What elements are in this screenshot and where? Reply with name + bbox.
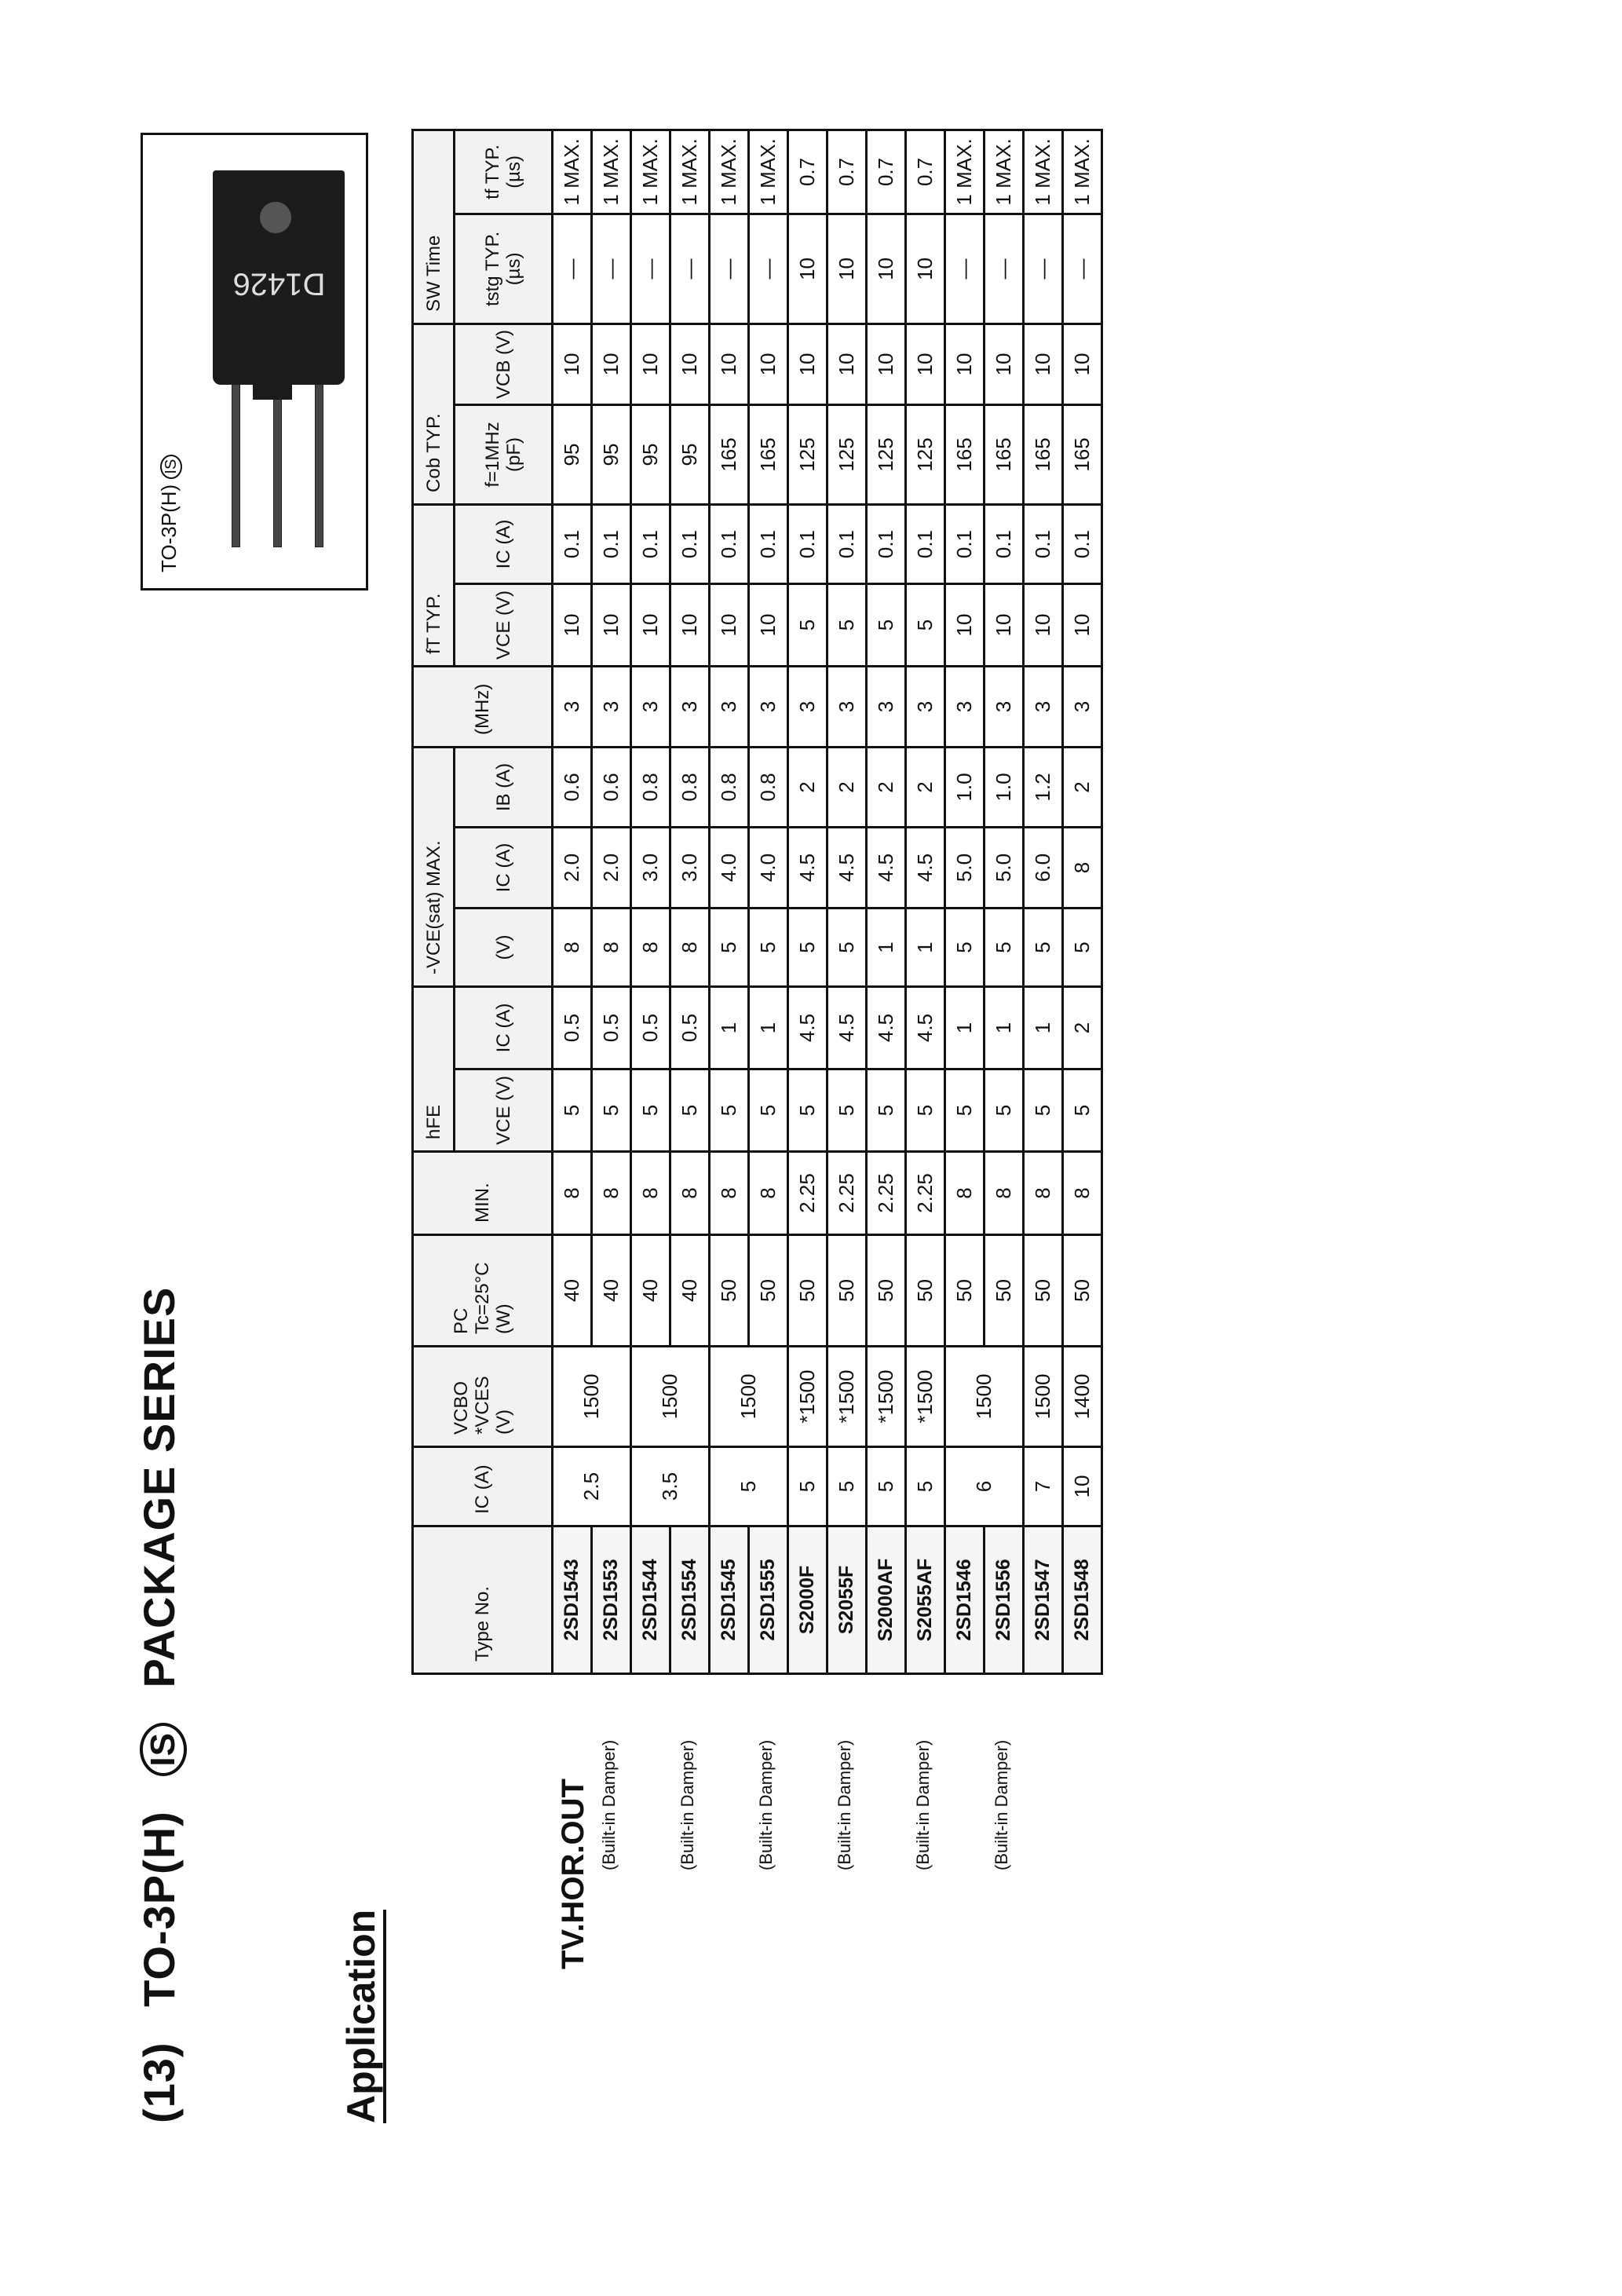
- cell-hfe-vce: 5: [945, 1069, 985, 1152]
- cell-sat-ic: 4.5: [906, 827, 945, 908]
- cell-ft-mhz: 3: [749, 666, 788, 747]
- cell-sat-v: 8: [670, 908, 710, 986]
- cell-cob-pf: 165: [710, 404, 749, 504]
- cell-ft-vce: 10: [631, 583, 670, 666]
- cell-cob-pf: 125: [788, 404, 827, 504]
- cell-ic: 6: [945, 1447, 1024, 1526]
- cell-cob-pf: 125: [827, 404, 867, 504]
- cell-cob-vcb: 10: [592, 324, 631, 404]
- group-vce-sat: -VCE(sat) MAX.: [413, 747, 455, 986]
- cell-tstg: —: [945, 214, 985, 324]
- damper-note: (Built-in Damper): [678, 1739, 697, 1870]
- cell-pc: 40: [553, 1235, 592, 1347]
- cell-tf: 1 MAX.: [1063, 130, 1102, 214]
- header-hfe-ic: IC (A): [455, 986, 553, 1069]
- cell-ic: 5: [827, 1447, 867, 1526]
- table-row: [1063, 130, 1102, 1673]
- header-cob-vcb: VCB (V): [455, 324, 553, 404]
- section-number: (13): [134, 2042, 184, 2123]
- is-badge: IS: [140, 1723, 187, 1776]
- cell-sat-ic: 8: [1063, 827, 1102, 908]
- cell-tstg: —: [749, 214, 788, 324]
- application-category: TV.HOR.OUT: [556, 1779, 590, 1969]
- cell-sat-ib: 0.6: [553, 747, 592, 827]
- cell-tf: 1 MAX.: [945, 130, 985, 214]
- cell-ft-ic: 0.1: [710, 504, 749, 583]
- damper-note: (Built-in Damper): [913, 1739, 933, 1870]
- cell-sat-ic: 4.5: [827, 827, 867, 908]
- cell-ft-mhz: 3: [670, 666, 710, 747]
- cell-ft-vce: 10: [749, 583, 788, 666]
- cell-hfe-vce: 5: [788, 1069, 827, 1152]
- cell-pc: 50: [749, 1235, 788, 1347]
- cell-cob-vcb: 10: [631, 324, 670, 404]
- cell-cob-vcb: 10: [553, 324, 592, 404]
- package-photo-box: [141, 133, 368, 590]
- table-row: [710, 130, 749, 1673]
- cell-sat-ib: 0.8: [631, 747, 670, 827]
- cell-cob-vcb: 10: [788, 324, 827, 404]
- cell-cob-vcb: 10: [906, 324, 945, 404]
- cell-vcbo: 1400: [1063, 1347, 1102, 1447]
- cell-tf: 0.7: [906, 130, 945, 214]
- cell-hfe-ic: 0.5: [631, 986, 670, 1069]
- cell-vcbo: *1500: [906, 1347, 945, 1447]
- cell-sat-v: 5: [827, 908, 867, 986]
- cell-sat-v: 8: [631, 908, 670, 986]
- cell-tstg: —: [710, 214, 749, 324]
- cell-hfe-ic: 1: [945, 986, 985, 1069]
- cell-hfe-min: 8: [670, 1152, 710, 1235]
- cell-sat-v: 1: [906, 908, 945, 986]
- header-tf: tf TYP. (µs): [455, 130, 553, 214]
- cell-ft-vce: 5: [827, 583, 867, 666]
- table-row: [906, 130, 945, 1673]
- cell-tf: 1 MAX.: [553, 130, 592, 214]
- cell-tf: 1 MAX.: [1024, 130, 1063, 214]
- cell-tstg: —: [631, 214, 670, 324]
- cell-sat-v: 5: [1063, 908, 1102, 986]
- cell-ic: 7: [1024, 1447, 1063, 1526]
- cell-cob-vcb: 10: [1063, 324, 1102, 404]
- caption-package: TO-3P(H): [157, 484, 181, 572]
- cell-type: 2SD1543: [553, 1526, 592, 1674]
- cell-ic: 5: [788, 1447, 827, 1526]
- header-ft-mhz: (MHz): [413, 666, 553, 747]
- cell-sat-v: 8: [553, 908, 592, 986]
- header-pc: PC Tc=25°C (W): [413, 1235, 553, 1347]
- cell-type: 2SD1546: [945, 1526, 985, 1674]
- cell-sat-ib: 1.0: [985, 747, 1024, 827]
- cell-vcbo: *1500: [867, 1347, 906, 1447]
- cell-ft-vce: 5: [867, 583, 906, 666]
- cell-sat-ic: 5.0: [985, 827, 1024, 908]
- cell-pc: 40: [670, 1235, 710, 1347]
- table-row: [945, 130, 985, 1673]
- cell-sat-ic: 5.0: [945, 827, 985, 908]
- cell-hfe-min: 8: [1024, 1152, 1063, 1235]
- cell-ic: 5: [710, 1447, 788, 1526]
- cell-ft-mhz: 3: [631, 666, 670, 747]
- damper-note: (Built-in Damper): [756, 1739, 776, 1870]
- cell-sat-ib: 0.8: [749, 747, 788, 827]
- cell-vcbo: *1500: [827, 1347, 867, 1447]
- cell-type: 2SD1547: [1024, 1526, 1063, 1674]
- cell-ft-mhz: 3: [553, 666, 592, 747]
- cell-tf: 1 MAX.: [749, 130, 788, 214]
- table-row: [1024, 130, 1063, 1673]
- cell-sat-ib: 2: [827, 747, 867, 827]
- cell-ft-vce: 10: [592, 583, 631, 666]
- cell-ft-ic: 0.1: [827, 504, 867, 583]
- cell-sat-v: 5: [788, 908, 827, 986]
- cell-ft-ic: 0.1: [631, 504, 670, 583]
- cell-sat-ib: 0.8: [710, 747, 749, 827]
- cell-tstg: 10: [827, 214, 867, 324]
- transistor-lead-icon: [315, 381, 323, 547]
- cell-ft-ic: 0.1: [788, 504, 827, 583]
- cell-sat-ic: 3.0: [631, 827, 670, 908]
- cell-type: 2SD1555: [749, 1526, 788, 1674]
- cell-vcbo: 1500: [1024, 1347, 1063, 1447]
- cell-ft-ic: 0.1: [1063, 504, 1102, 583]
- cell-cob-vcb: 10: [985, 324, 1024, 404]
- cell-type: S2000AF: [867, 1526, 906, 1674]
- cell-sat-ic: 2.0: [592, 827, 631, 908]
- cell-tstg: —: [553, 214, 592, 324]
- cell-hfe-min: 8: [710, 1152, 749, 1235]
- header-ft-vce: VCE (V): [455, 583, 553, 666]
- cell-cob-pf: 165: [985, 404, 1024, 504]
- cell-ft-vce: 10: [553, 583, 592, 666]
- cell-hfe-ic: 0.5: [553, 986, 592, 1069]
- cell-ft-ic: 0.1: [867, 504, 906, 583]
- cell-cob-pf: 95: [631, 404, 670, 504]
- cell-tstg: —: [1024, 214, 1063, 324]
- header-ic: IC (A): [413, 1447, 553, 1526]
- cell-hfe-vce: 5: [592, 1069, 631, 1152]
- cell-hfe-vce: 5: [1024, 1069, 1063, 1152]
- cell-tstg: —: [985, 214, 1024, 324]
- cell-sat-ib: 2: [867, 747, 906, 827]
- cell-sat-ib: 2: [906, 747, 945, 827]
- cell-hfe-ic: 1: [749, 986, 788, 1069]
- group-hfe: hFE: [413, 986, 455, 1151]
- cell-hfe-vce: 5: [985, 1069, 1024, 1152]
- cell-cob-pf: 95: [553, 404, 592, 504]
- table-row: [631, 130, 670, 1673]
- cell-cob-pf: 125: [906, 404, 945, 504]
- cell-vcbo: *1500: [788, 1347, 827, 1447]
- cell-sat-v: 5: [985, 908, 1024, 986]
- table-row: [553, 130, 592, 1673]
- damper-note: (Built-in Damper): [992, 1739, 1011, 1870]
- cell-pc: 50: [710, 1235, 749, 1347]
- cell-tf: 0.7: [867, 130, 906, 214]
- cell-tstg: —: [670, 214, 710, 324]
- cell-ic: 3.5: [631, 1447, 710, 1526]
- table-row: [867, 130, 906, 1673]
- header-ft-ic: IC (A): [455, 504, 553, 583]
- cell-hfe-ic: 0.5: [670, 986, 710, 1069]
- cell-sat-v: 8: [592, 908, 631, 986]
- cell-hfe-ic: 1: [1024, 986, 1063, 1069]
- cell-ft-mhz: 3: [592, 666, 631, 747]
- cell-ft-mhz: 3: [985, 666, 1024, 747]
- cell-ft-mhz: 3: [1024, 666, 1063, 747]
- cell-vcbo: 1500: [631, 1347, 710, 1447]
- cell-vcbo: 1500: [710, 1347, 788, 1447]
- group-ft: fT TYP.: [413, 504, 455, 666]
- cell-tf: 0.7: [827, 130, 867, 214]
- transistor-body-icon: [213, 170, 345, 385]
- mounting-hole-icon: [260, 202, 291, 233]
- cell-sat-ic: 3.0: [670, 827, 710, 908]
- cell-cob-vcb: 10: [867, 324, 906, 404]
- cell-pc: 40: [592, 1235, 631, 1347]
- header-tstg: tstg TYP. (µs): [455, 214, 553, 324]
- cell-ft-vce: 10: [945, 583, 985, 666]
- cell-sat-ic: 6.0: [1024, 827, 1063, 908]
- cell-hfe-min: 2.25: [906, 1152, 945, 1235]
- cell-ft-vce: 5: [906, 583, 945, 666]
- page-title: [133, 1265, 187, 2123]
- cell-ft-ic: 0.1: [945, 504, 985, 583]
- header-sat-ib: IB (A): [455, 747, 553, 827]
- cell-tf: 1 MAX.: [631, 130, 670, 214]
- cell-hfe-ic: 4.5: [827, 986, 867, 1069]
- cell-cob-vcb: 10: [827, 324, 867, 404]
- cell-pc: 50: [945, 1235, 985, 1347]
- package-name: TO-3P(H): [134, 1811, 184, 2007]
- cell-hfe-min: 8: [1063, 1152, 1102, 1235]
- header-cob-pf: f=1MHz (pF): [455, 404, 553, 504]
- cell-type: 2SD1544: [631, 1526, 670, 1674]
- cell-pc: 50: [1024, 1235, 1063, 1347]
- cell-vcbo: 1500: [553, 1347, 631, 1447]
- cell-sat-ib: 0.6: [592, 747, 631, 827]
- header-hfe-min: MIN.: [413, 1152, 553, 1235]
- cell-type: 2SD1553: [592, 1526, 631, 1674]
- cell-tf: 1 MAX.: [710, 130, 749, 214]
- cell-hfe-min: 8: [985, 1152, 1024, 1235]
- header-type: Type No.: [413, 1526, 553, 1674]
- caption-is-badge: IS: [160, 455, 182, 479]
- cell-type: S2055AF: [906, 1526, 945, 1674]
- cell-ft-vce: 10: [985, 583, 1024, 666]
- cell-cob-vcb: 10: [1024, 324, 1063, 404]
- cell-tstg: 10: [867, 214, 906, 324]
- cell-ft-vce: 10: [1063, 583, 1102, 666]
- cell-cob-vcb: 10: [670, 324, 710, 404]
- cell-hfe-min: 8: [592, 1152, 631, 1235]
- table-row: [788, 130, 827, 1673]
- cell-ft-ic: 0.1: [1024, 504, 1063, 583]
- transistor-lead-icon: [273, 381, 282, 547]
- header-sat-ic: IC (A): [455, 827, 553, 908]
- cell-tstg: —: [1063, 214, 1102, 324]
- cell-sat-ib: 2: [788, 747, 827, 827]
- cell-ft-mhz: 3: [788, 666, 827, 747]
- cell-cob-pf: 165: [749, 404, 788, 504]
- cell-hfe-vce: 5: [867, 1069, 906, 1152]
- cell-tstg: —: [592, 214, 631, 324]
- package-caption: [157, 455, 182, 572]
- cell-type: S2000F: [788, 1526, 827, 1674]
- cell-hfe-min: 8: [749, 1152, 788, 1235]
- cell-ft-ic: 0.1: [553, 504, 592, 583]
- cell-ft-mhz: 3: [867, 666, 906, 747]
- cell-ic: 5: [906, 1447, 945, 1526]
- cell-tf: 1 MAX.: [592, 130, 631, 214]
- cell-ft-vce: 10: [1024, 583, 1063, 666]
- cell-hfe-vce: 5: [1063, 1069, 1102, 1152]
- cell-tstg: 10: [788, 214, 827, 324]
- cell-ft-ic: 0.1: [749, 504, 788, 583]
- cell-ft-vce: 10: [710, 583, 749, 666]
- cell-tf: 1 MAX.: [670, 130, 710, 214]
- cell-type: 2SD1554: [670, 1526, 710, 1674]
- damper-note: (Built-in Damper): [835, 1739, 854, 1870]
- cell-sat-v: 1: [867, 908, 906, 986]
- cell-hfe-vce: 5: [631, 1069, 670, 1152]
- cell-tstg: 10: [906, 214, 945, 324]
- cell-type: S2055F: [827, 1526, 867, 1674]
- transistor-marking: D1426: [232, 266, 326, 302]
- cell-hfe-ic: 4.5: [788, 986, 827, 1069]
- application-heading: Application: [339, 1910, 386, 2123]
- cell-hfe-ic: 1: [710, 986, 749, 1069]
- cell-cob-pf: 165: [1024, 404, 1063, 504]
- cell-sat-ib: 1.2: [1024, 747, 1063, 827]
- cell-pc: 50: [906, 1235, 945, 1347]
- cell-hfe-min: 8: [631, 1152, 670, 1235]
- cell-ft-mhz: 3: [827, 666, 867, 747]
- cell-ic: 5: [867, 1447, 906, 1526]
- cell-hfe-min: 2.25: [827, 1152, 867, 1235]
- cell-sat-v: 5: [945, 908, 985, 986]
- cell-cob-pf: 165: [945, 404, 985, 504]
- cell-tf: 1 MAX.: [985, 130, 1024, 214]
- spec-table: [411, 129, 1103, 1675]
- cell-hfe-min: 8: [553, 1152, 592, 1235]
- cell-ft-ic: 0.1: [592, 504, 631, 583]
- cell-sat-v: 5: [1024, 908, 1063, 986]
- cell-ft-mhz: 3: [945, 666, 985, 747]
- cell-type: 2SD1556: [985, 1526, 1024, 1674]
- cell-type: 2SD1548: [1063, 1526, 1102, 1674]
- cell-sat-ib: 0.8: [670, 747, 710, 827]
- cell-cob-pf: 125: [867, 404, 906, 504]
- cell-hfe-vce: 5: [749, 1069, 788, 1152]
- cell-tf: 0.7: [788, 130, 827, 214]
- cell-pc: 50: [867, 1235, 906, 1347]
- cell-hfe-vce: 5: [827, 1069, 867, 1152]
- cell-pc: 50: [1063, 1235, 1102, 1347]
- cell-ft-ic: 0.1: [906, 504, 945, 583]
- series-label: PACKAGE SERIES: [134, 1286, 184, 1688]
- table-row: [827, 130, 867, 1673]
- cell-ft-mhz: 3: [710, 666, 749, 747]
- cell-pc: 50: [827, 1235, 867, 1347]
- cell-hfe-min: 2.25: [867, 1152, 906, 1235]
- cell-sat-v: 5: [710, 908, 749, 986]
- header-hfe-vce: VCE (V): [455, 1069, 553, 1152]
- cell-cob-vcb: 10: [945, 324, 985, 404]
- cell-pc: 50: [788, 1235, 827, 1347]
- cell-sat-ic: 4.0: [749, 827, 788, 908]
- cell-pc: 40: [631, 1235, 670, 1347]
- header-sat-v: (V): [455, 908, 553, 986]
- cell-ic: 2.5: [553, 1447, 631, 1526]
- cell-hfe-ic: 4.5: [906, 986, 945, 1069]
- cell-sat-ic: 4.0: [710, 827, 749, 908]
- cell-hfe-vce: 5: [670, 1069, 710, 1152]
- cell-vcbo: 1500: [945, 1347, 1024, 1447]
- cell-cob-pf: 165: [1063, 404, 1102, 504]
- cell-ft-vce: 5: [788, 583, 827, 666]
- cell-pc: 50: [985, 1235, 1024, 1347]
- cell-sat-ib: 1.0: [945, 747, 985, 827]
- cell-type: 2SD1545: [710, 1526, 749, 1674]
- cell-cob-vcb: 10: [710, 324, 749, 404]
- group-sw-time: SW Time: [413, 130, 455, 324]
- cell-hfe-ic: 0.5: [592, 986, 631, 1069]
- cell-ic: 10: [1063, 1447, 1102, 1526]
- group-cob: Cob TYP.: [413, 324, 455, 504]
- cell-sat-ic: 4.5: [788, 827, 827, 908]
- cell-sat-ic: 2.0: [553, 827, 592, 908]
- cell-sat-ic: 4.5: [867, 827, 906, 908]
- cell-ft-vce: 10: [670, 583, 710, 666]
- cell-ft-mhz: 3: [1063, 666, 1102, 747]
- cell-cob-vcb: 10: [749, 324, 788, 404]
- cell-sat-v: 5: [749, 908, 788, 986]
- cell-ft-mhz: 3: [906, 666, 945, 747]
- cell-ft-ic: 0.1: [670, 504, 710, 583]
- transistor-lead-icon: [232, 381, 240, 547]
- cell-hfe-vce: 5: [553, 1069, 592, 1152]
- spec-table-body: [553, 130, 1102, 1673]
- cell-hfe-vce: 5: [906, 1069, 945, 1152]
- cell-sat-ib: 2: [1063, 747, 1102, 827]
- cell-hfe-min: 2.25: [788, 1152, 827, 1235]
- cell-cob-pf: 95: [670, 404, 710, 504]
- cell-hfe-min: 8: [945, 1152, 985, 1235]
- cell-hfe-ic: 2: [1063, 986, 1102, 1069]
- cell-hfe-ic: 4.5: [867, 986, 906, 1069]
- cell-hfe-vce: 5: [710, 1069, 749, 1152]
- cell-cob-pf: 95: [592, 404, 631, 504]
- cell-ft-ic: 0.1: [985, 504, 1024, 583]
- header-vcbo: VCBO *VCES (V): [413, 1347, 553, 1447]
- damper-note: (Built-in Damper): [599, 1739, 619, 1870]
- cell-hfe-ic: 1: [985, 986, 1024, 1069]
